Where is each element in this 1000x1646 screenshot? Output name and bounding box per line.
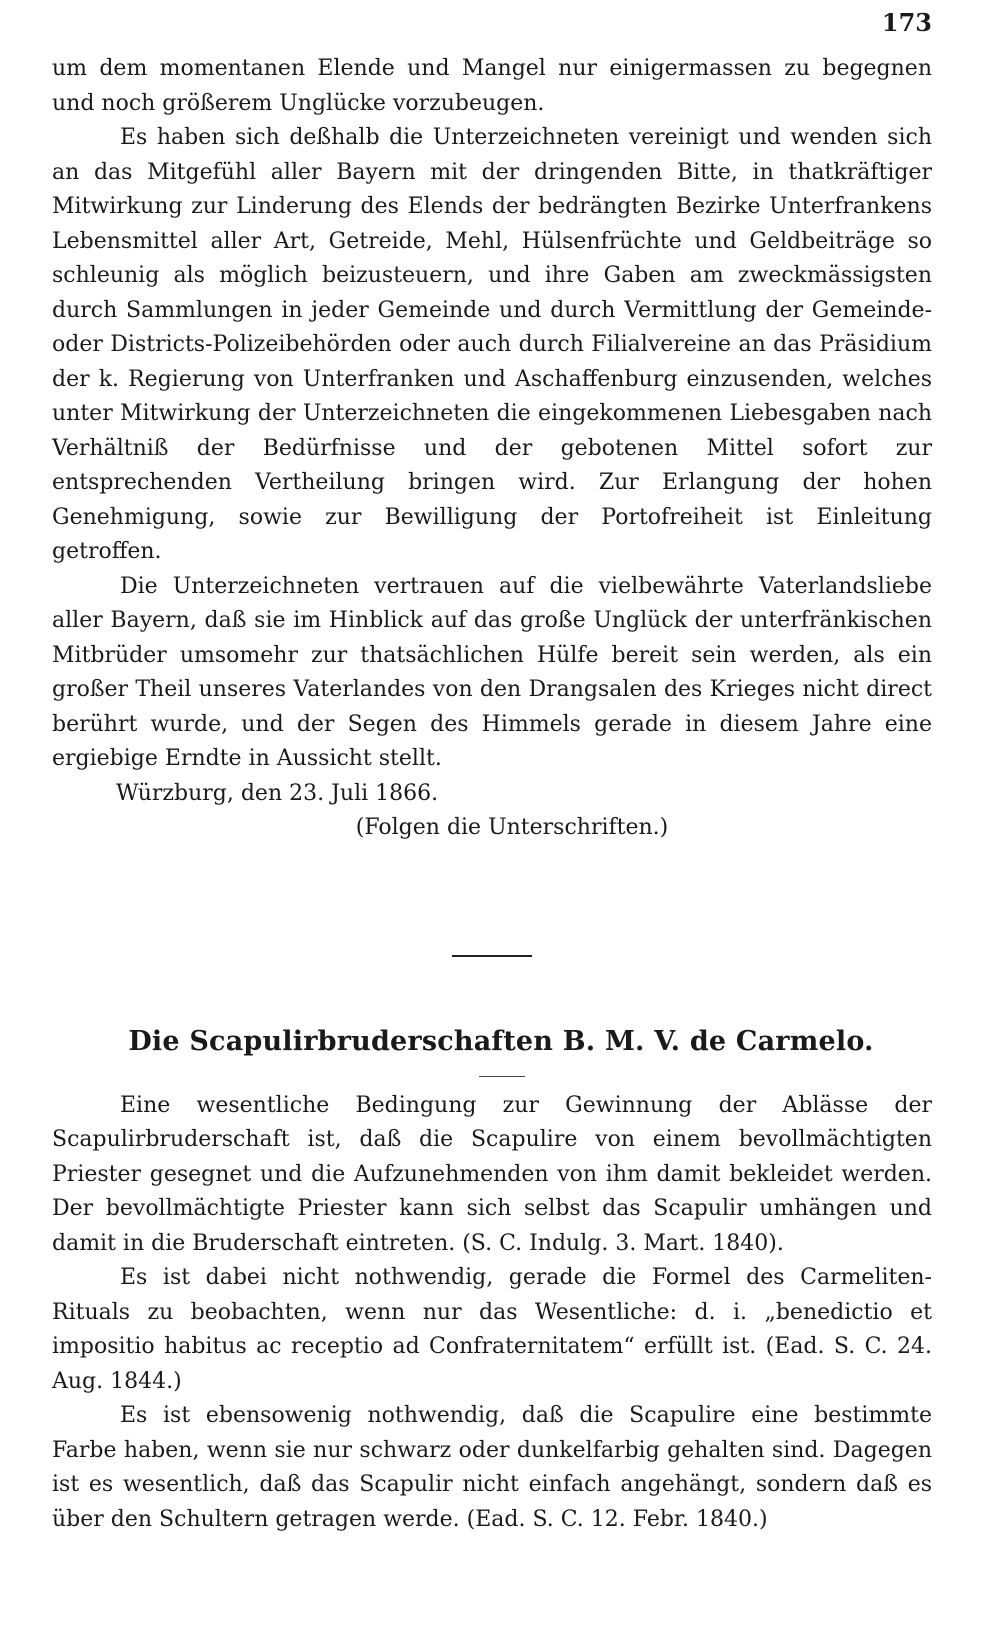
paragraph-appeal: Es haben sich deßhalb die Unterzeichneten vereinigt und wenden sich an das Mitgefühl aller Bayern mit der dringenden Bitte, in thatkräftiger Mitwirkung zur Linderung des Elends der bedrängten Bezirke Unterfrankens Lebensmittel aller Art, Getreide, Mehl, Hülsenfrüchte und Geldbeiträge so schleunig als möglich beizusteuern, und ihre Gaben am zweckmässigsten durch Sammlungen in jeder Gemeinde und durch Vermittlung der Gemeinde- oder Districts-Polizeibehörden oder auch durch Filialvereine an das Präsidium der k. Regierung von Unterfranken und Aschaffenburg einzusenden, welches unter Mitwirkung der Unterzeichneten die eingekommenen Liebesgaben nach Verhältniß der Bedürfnisse und der gebotenen Mittel sofort zur entsprechenden Vertheilung bringen wird. Zur Erlangung der hohen Genehmigung, sowie zur Bewilligung der Portofreiheit ist Einleitung getroffen.	[52, 125, 932, 564]
section-paragraph: Es ist ebensowenig nothwendig, daß die Scapulire eine bestimmte Farbe haben, wenn sie nur schwarz oder dunkelfarbig gehalten sind. Dagegen ist es wesentlich, daß das Scapulir nicht einfach angehängt, sondern daß es über den Schultern getragen werde. (Ead. S. C. 12. Febr. 1840.)	[52, 1403, 932, 1532]
section-paragraph: Eine wesentliche Bedingung zur Gewinnung der Ablässe der Scapulirbruderschaft ist, daß die Scapulire von einem bevollmächtigten Priester gesegnet und die Aufzunehmenden von ihm damit bekleidet werden. Der bevollmächtigte Priester kann sich selbst das Scapulir umhängen und damit in die Bruderschaft eintreten. (S. C. Indulg. 3. Mart. 1840).	[52, 1092, 932, 1256]
page-number: 173	[881, 8, 932, 37]
section-paragraph: Es ist dabei nicht nothwendig, gerade die Formel des Carmeliten-Rituals zu beobachten, wenn nur das Wesentliche: d. i. „benedictio et impositio habitus ac receptio ad Confraternitatem“ erfüllt ist. (Ead. S. C. 24. Aug. 1844.)	[52, 1265, 932, 1394]
section-divider	[52, 955, 932, 957]
paragraph-trust: Die Unterzeichneten vertrauen auf die vielbewährte Vaterlandsliebe aller Bayern, daß sie im Hinblick auf das große Unglück der unterfränkischen Mitbrüder umsomehr zur thatsächlichen Hülfe bereit sein werden, als ein großer Theil unseres Vaterlandes von den Drangsalen des Krieges nicht direct berührt wurde, und der Segen des Himmels gerade in diesem Jahre eine ergiebige Erndte in Aussicht stellt.	[52, 573, 932, 771]
section-scapular	[52, 1025, 932, 1537]
title-ornament-rule	[479, 1076, 525, 1077]
divider-rule	[452, 955, 532, 957]
continuation-text	[52, 52, 932, 846]
dateline: Würzburg, den 23. Juli 1866.	[116, 780, 439, 806]
document-page	[52, 0, 932, 1646]
signatures-note: (Folgen die Unterschriften.)	[355, 815, 669, 840]
section-title: Die Scapulirbruderschaften B. M. V. de Carmelo.	[128, 1026, 874, 1057]
paragraph-continued: um dem momentanen Elende und Mangel nur einigermassen zu begegnen und noch größerem Unglücke vorzubeugen.	[52, 56, 932, 116]
